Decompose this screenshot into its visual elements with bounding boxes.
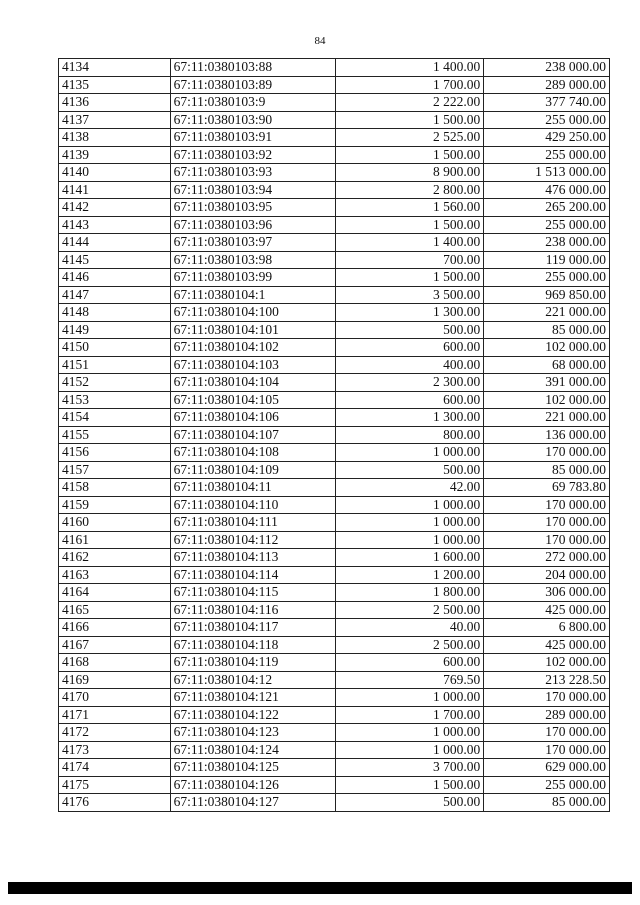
row-number-cell: 4171 bbox=[59, 706, 171, 724]
value-cell: 429 250.00 bbox=[484, 129, 610, 147]
table-row bbox=[59, 654, 610, 672]
cadastral-number-cell: 67:11:0380103:95 bbox=[170, 199, 336, 217]
table-row bbox=[59, 76, 610, 94]
value-cell: 255 000.00 bbox=[484, 111, 610, 129]
area-cell: 600.00 bbox=[336, 654, 484, 672]
row-number-cell: 4161 bbox=[59, 531, 171, 549]
value-cell: 255 000.00 bbox=[484, 216, 610, 234]
table-row bbox=[59, 461, 610, 479]
area-cell: 1 700.00 bbox=[336, 706, 484, 724]
cadastral-number-cell: 67:11:0380103:89 bbox=[170, 76, 336, 94]
area-cell: 1 300.00 bbox=[336, 304, 484, 322]
area-cell: 42.00 bbox=[336, 479, 484, 497]
area-cell: 2 800.00 bbox=[336, 181, 484, 199]
row-number-cell: 4169 bbox=[59, 671, 171, 689]
row-number-cell: 4141 bbox=[59, 181, 171, 199]
area-cell: 1 700.00 bbox=[336, 76, 484, 94]
area-cell: 1 000.00 bbox=[336, 724, 484, 742]
area-cell: 1 000.00 bbox=[336, 514, 484, 532]
value-cell: 969 850.00 bbox=[484, 286, 610, 304]
area-cell: 1 000.00 bbox=[336, 741, 484, 759]
cadastral-number-cell: 67:11:0380104:116 bbox=[170, 601, 336, 619]
area-cell: 600.00 bbox=[336, 339, 484, 357]
table-row bbox=[59, 724, 610, 742]
value-cell: 170 000.00 bbox=[484, 444, 610, 462]
area-cell: 600.00 bbox=[336, 391, 484, 409]
row-number-cell: 4153 bbox=[59, 391, 171, 409]
row-number-cell: 4159 bbox=[59, 496, 171, 514]
cadastral-number-cell: 67:11:0380103:92 bbox=[170, 146, 336, 164]
area-cell: 1 000.00 bbox=[336, 444, 484, 462]
row-number-cell: 4162 bbox=[59, 549, 171, 567]
value-cell: 170 000.00 bbox=[484, 496, 610, 514]
table-row bbox=[59, 129, 610, 147]
area-cell: 700.00 bbox=[336, 251, 484, 269]
cadastral-number-cell: 67:11:0380103:88 bbox=[170, 59, 336, 77]
area-cell: 769.50 bbox=[336, 671, 484, 689]
table-row bbox=[59, 234, 610, 252]
area-cell: 1 000.00 bbox=[336, 496, 484, 514]
cadastral-number-cell: 67:11:0380103:98 bbox=[170, 251, 336, 269]
area-cell: 400.00 bbox=[336, 356, 484, 374]
row-number-cell: 4158 bbox=[59, 479, 171, 497]
table-row bbox=[59, 391, 610, 409]
value-cell: 213 228.50 bbox=[484, 671, 610, 689]
value-cell: 85 000.00 bbox=[484, 321, 610, 339]
cadastral-number-cell: 67:11:0380104:127 bbox=[170, 794, 336, 812]
table-row bbox=[59, 514, 610, 532]
cadastral-number-cell: 67:11:0380104:106 bbox=[170, 409, 336, 427]
value-cell: 85 000.00 bbox=[484, 794, 610, 812]
table-row bbox=[59, 356, 610, 374]
value-cell: 204 000.00 bbox=[484, 566, 610, 584]
cadastral-number-cell: 67:11:0380104:102 bbox=[170, 339, 336, 357]
cadastral-number-cell: 67:11:0380104:101 bbox=[170, 321, 336, 339]
value-cell: 265 200.00 bbox=[484, 199, 610, 217]
table-row bbox=[59, 339, 610, 357]
cadastral-number-cell: 67:11:0380104:111 bbox=[170, 514, 336, 532]
cadastral-number-cell: 67:11:0380103:94 bbox=[170, 181, 336, 199]
cadastral-number-cell: 67:11:0380104:108 bbox=[170, 444, 336, 462]
row-number-cell: 4149 bbox=[59, 321, 171, 339]
table-row bbox=[59, 59, 610, 77]
row-number-cell: 4140 bbox=[59, 164, 171, 182]
table-row bbox=[59, 619, 610, 637]
row-number-cell: 4175 bbox=[59, 776, 171, 794]
area-cell: 2 525.00 bbox=[336, 129, 484, 147]
cadastral-number-cell: 67:11:0380103:93 bbox=[170, 164, 336, 182]
value-cell: 102 000.00 bbox=[484, 339, 610, 357]
row-number-cell: 4154 bbox=[59, 409, 171, 427]
cadastral-number-cell: 67:11:0380104:119 bbox=[170, 654, 336, 672]
row-number-cell: 4163 bbox=[59, 566, 171, 584]
cadastral-number-cell: 67:11:0380104:121 bbox=[170, 689, 336, 707]
value-cell: 289 000.00 bbox=[484, 76, 610, 94]
cadastral-number-cell: 67:11:0380104:105 bbox=[170, 391, 336, 409]
row-number-cell: 4135 bbox=[59, 76, 171, 94]
table-body bbox=[59, 59, 610, 812]
area-cell: 40.00 bbox=[336, 619, 484, 637]
value-cell: 119 000.00 bbox=[484, 251, 610, 269]
table-row bbox=[59, 426, 610, 444]
cadastral-number-cell: 67:11:0380104:113 bbox=[170, 549, 336, 567]
area-cell: 8 900.00 bbox=[336, 164, 484, 182]
area-cell: 2 500.00 bbox=[336, 601, 484, 619]
area-cell: 1 600.00 bbox=[336, 549, 484, 567]
row-number-cell: 4143 bbox=[59, 216, 171, 234]
table-row bbox=[59, 549, 610, 567]
table-row bbox=[59, 776, 610, 794]
value-cell: 377 740.00 bbox=[484, 94, 610, 112]
table-row bbox=[59, 146, 610, 164]
row-number-cell: 4142 bbox=[59, 199, 171, 217]
area-cell: 3 500.00 bbox=[336, 286, 484, 304]
row-number-cell: 4170 bbox=[59, 689, 171, 707]
table-row bbox=[59, 444, 610, 462]
cadastral-number-cell: 67:11:0380103:97 bbox=[170, 234, 336, 252]
row-number-cell: 4165 bbox=[59, 601, 171, 619]
value-cell: 425 000.00 bbox=[484, 601, 610, 619]
area-cell: 2 300.00 bbox=[336, 374, 484, 392]
cadastral-number-cell: 67:11:0380104:110 bbox=[170, 496, 336, 514]
cadastral-number-cell: 67:11:0380103:91 bbox=[170, 129, 336, 147]
row-number-cell: 4137 bbox=[59, 111, 171, 129]
area-cell: 500.00 bbox=[336, 321, 484, 339]
value-cell: 68 000.00 bbox=[484, 356, 610, 374]
cadastral-number-cell: 67:11:0380104:114 bbox=[170, 566, 336, 584]
cadastral-number-cell: 67:11:0380104:104 bbox=[170, 374, 336, 392]
area-cell: 2 500.00 bbox=[336, 636, 484, 654]
row-number-cell: 4151 bbox=[59, 356, 171, 374]
row-number-cell: 4166 bbox=[59, 619, 171, 637]
page-number: 84 bbox=[314, 35, 326, 47]
value-cell: 221 000.00 bbox=[484, 409, 610, 427]
table-row bbox=[59, 636, 610, 654]
cadastral-number-cell: 67:11:0380104:100 bbox=[170, 304, 336, 322]
area-cell: 1 000.00 bbox=[336, 531, 484, 549]
table-row bbox=[59, 496, 610, 514]
cadastral-number-cell: 67:11:0380104:123 bbox=[170, 724, 336, 742]
cadastral-number-cell: 67:11:0380104:112 bbox=[170, 531, 336, 549]
row-number-cell: 4138 bbox=[59, 129, 171, 147]
value-cell: 255 000.00 bbox=[484, 146, 610, 164]
value-cell: 170 000.00 bbox=[484, 724, 610, 742]
value-cell: 476 000.00 bbox=[484, 181, 610, 199]
value-cell: 170 000.00 bbox=[484, 689, 610, 707]
table-row bbox=[59, 286, 610, 304]
cadastral-number-cell: 67:11:0380104:107 bbox=[170, 426, 336, 444]
scan-edge-bar bbox=[8, 882, 632, 894]
table-row bbox=[59, 671, 610, 689]
area-cell: 1 400.00 bbox=[336, 59, 484, 77]
cadastral-number-cell: 67:11:0380104:126 bbox=[170, 776, 336, 794]
row-number-cell: 4174 bbox=[59, 759, 171, 777]
row-number-cell: 4148 bbox=[59, 304, 171, 322]
area-cell: 500.00 bbox=[336, 794, 484, 812]
row-number-cell: 4164 bbox=[59, 584, 171, 602]
area-cell: 1 300.00 bbox=[336, 409, 484, 427]
row-number-cell: 4150 bbox=[59, 339, 171, 357]
table-row bbox=[59, 269, 610, 287]
area-cell: 1 500.00 bbox=[336, 146, 484, 164]
cadastral-table bbox=[58, 58, 610, 812]
area-cell: 1 800.00 bbox=[336, 584, 484, 602]
value-cell: 238 000.00 bbox=[484, 234, 610, 252]
table-row bbox=[59, 216, 610, 234]
table-row bbox=[59, 706, 610, 724]
row-number-cell: 4147 bbox=[59, 286, 171, 304]
row-number-cell: 4136 bbox=[59, 94, 171, 112]
table-row bbox=[59, 584, 610, 602]
table-row bbox=[59, 251, 610, 269]
value-cell: 306 000.00 bbox=[484, 584, 610, 602]
value-cell: 629 000.00 bbox=[484, 759, 610, 777]
table-row bbox=[59, 94, 610, 112]
row-number-cell: 4144 bbox=[59, 234, 171, 252]
table-row bbox=[59, 374, 610, 392]
row-number-cell: 4155 bbox=[59, 426, 171, 444]
cadastral-number-cell: 67:11:0380104:109 bbox=[170, 461, 336, 479]
row-number-cell: 4139 bbox=[59, 146, 171, 164]
value-cell: 102 000.00 bbox=[484, 391, 610, 409]
row-number-cell: 4168 bbox=[59, 654, 171, 672]
value-cell: 170 000.00 bbox=[484, 741, 610, 759]
value-cell: 425 000.00 bbox=[484, 636, 610, 654]
cadastral-number-cell: 67:11:0380103:90 bbox=[170, 111, 336, 129]
area-cell: 1 500.00 bbox=[336, 216, 484, 234]
area-cell: 1 500.00 bbox=[336, 111, 484, 129]
value-cell: 238 000.00 bbox=[484, 59, 610, 77]
area-cell: 1 000.00 bbox=[336, 689, 484, 707]
table-row bbox=[59, 479, 610, 497]
row-number-cell: 4145 bbox=[59, 251, 171, 269]
area-cell: 800.00 bbox=[336, 426, 484, 444]
cadastral-number-cell: 67:11:0380104:103 bbox=[170, 356, 336, 374]
cadastral-number-cell: 67:11:0380103:9 bbox=[170, 94, 336, 112]
table-row bbox=[59, 531, 610, 549]
value-cell: 6 800.00 bbox=[484, 619, 610, 637]
value-cell: 255 000.00 bbox=[484, 776, 610, 794]
table-row bbox=[59, 181, 610, 199]
area-cell: 1 560.00 bbox=[336, 199, 484, 217]
value-cell: 255 000.00 bbox=[484, 269, 610, 287]
table-row bbox=[59, 199, 610, 217]
cadastral-number-cell: 67:11:0380104:12 bbox=[170, 671, 336, 689]
table-row bbox=[59, 566, 610, 584]
table-row bbox=[59, 689, 610, 707]
row-number-cell: 4176 bbox=[59, 794, 171, 812]
row-number-cell: 4172 bbox=[59, 724, 171, 742]
value-cell: 221 000.00 bbox=[484, 304, 610, 322]
value-cell: 85 000.00 bbox=[484, 461, 610, 479]
cadastral-number-cell: 67:11:0380104:118 bbox=[170, 636, 336, 654]
value-cell: 69 783.80 bbox=[484, 479, 610, 497]
table-row bbox=[59, 601, 610, 619]
row-number-cell: 4146 bbox=[59, 269, 171, 287]
table-row bbox=[59, 409, 610, 427]
table-row bbox=[59, 304, 610, 322]
cadastral-number-cell: 67:11:0380104:122 bbox=[170, 706, 336, 724]
cadastral-number-cell: 67:11:0380103:99 bbox=[170, 269, 336, 287]
area-cell: 1 200.00 bbox=[336, 566, 484, 584]
area-cell: 1 500.00 bbox=[336, 269, 484, 287]
value-cell: 170 000.00 bbox=[484, 531, 610, 549]
value-cell: 391 000.00 bbox=[484, 374, 610, 392]
value-cell: 272 000.00 bbox=[484, 549, 610, 567]
cadastral-number-cell: 67:11:0380103:96 bbox=[170, 216, 336, 234]
cadastral-number-cell: 67:11:0380104:1 bbox=[170, 286, 336, 304]
row-number-cell: 4173 bbox=[59, 741, 171, 759]
value-cell: 136 000.00 bbox=[484, 426, 610, 444]
row-number-cell: 4157 bbox=[59, 461, 171, 479]
area-cell: 500.00 bbox=[336, 461, 484, 479]
row-number-cell: 4152 bbox=[59, 374, 171, 392]
row-number-cell: 4160 bbox=[59, 514, 171, 532]
area-cell: 2 222.00 bbox=[336, 94, 484, 112]
value-cell: 102 000.00 bbox=[484, 654, 610, 672]
area-cell: 3 700.00 bbox=[336, 759, 484, 777]
area-cell: 1 500.00 bbox=[336, 776, 484, 794]
table-row bbox=[59, 321, 610, 339]
row-number-cell: 4134 bbox=[59, 59, 171, 77]
row-number-cell: 4167 bbox=[59, 636, 171, 654]
cadastral-number-cell: 67:11:0380104:117 bbox=[170, 619, 336, 637]
table-row bbox=[59, 111, 610, 129]
cadastral-number-cell: 67:11:0380104:124 bbox=[170, 741, 336, 759]
table-row bbox=[59, 759, 610, 777]
table-row bbox=[59, 741, 610, 759]
row-number-cell: 4156 bbox=[59, 444, 171, 462]
value-cell: 170 000.00 bbox=[484, 514, 610, 532]
cadastral-number-cell: 67:11:0380104:11 bbox=[170, 479, 336, 497]
value-cell: 289 000.00 bbox=[484, 706, 610, 724]
table-row bbox=[59, 164, 610, 182]
cadastral-number-cell: 67:11:0380104:125 bbox=[170, 759, 336, 777]
cadastral-number-cell: 67:11:0380104:115 bbox=[170, 584, 336, 602]
table-row bbox=[59, 794, 610, 812]
value-cell: 1 513 000.00 bbox=[484, 164, 610, 182]
area-cell: 1 400.00 bbox=[336, 234, 484, 252]
